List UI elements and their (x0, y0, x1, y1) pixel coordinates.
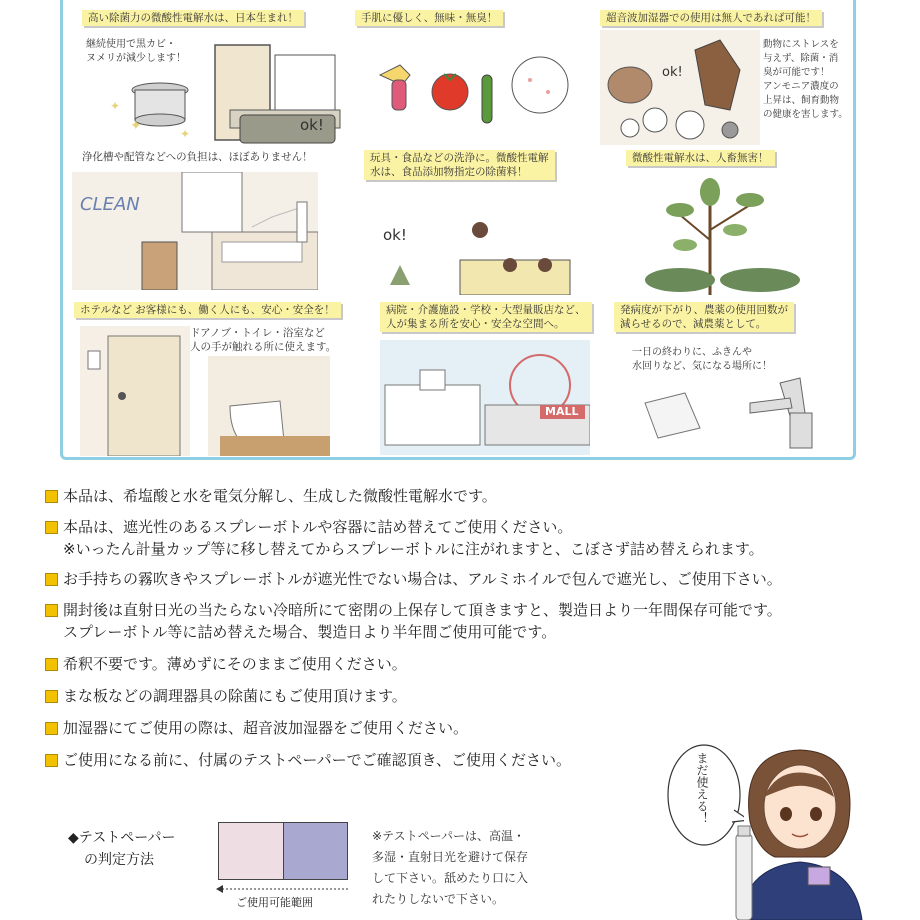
panel-7-note: ドアノブ・トイレ・浴室など 人の手が触れる所に使えます。 (190, 327, 337, 353)
hospital-school-illustration (380, 205, 580, 295)
panel-5-caption: 玩具・食品などの洗浄に。微酸性電解 水は、食品添加物指定の除菌料！ (364, 150, 555, 180)
bullet-icon (45, 754, 58, 767)
note-5: 希釈不要です。薄めずにそのままご使用ください。 (63, 655, 407, 673)
bullet-icon (45, 490, 58, 503)
bullet-icon (45, 690, 58, 703)
panel-3-ok: ok! (662, 65, 683, 80)
farm-animals-illustration (600, 30, 760, 145)
panel-1-ok: ok! (300, 116, 324, 134)
test-paper-heading-2: の判定方法 (84, 852, 154, 868)
note-7: 加湿器にてご使用の際は、超音波加湿器をご使用ください。 (63, 719, 469, 737)
panel-2-caption: 手肌に優しく、無味・無臭！ (355, 10, 503, 26)
panel-8-caption: 病院・介護施設・学校・大型量販店など、 人が集まる所を安心・安全な空間へ。 (380, 302, 592, 332)
mall-sign: MALL (545, 405, 579, 418)
note-4-continued: スプレーボトル等に詰め替えた場合、製造日より半年間ご使用可能です。 (63, 623, 557, 641)
bullet-icon (45, 521, 58, 534)
panel-3-caption: 超音波加湿器での使用は無人であれば可能！ (600, 10, 822, 26)
panel-9-caption: 発病度が下がり、農薬の使用回数が 減らせるので、減農薬として。 (614, 302, 794, 332)
note-2: 本品は、遮光性のあるスプレーボトルや容器に詰め替えてご使用ください。 (63, 518, 573, 536)
panel-1-note: 継続使用で黒カビ・ ヌメリが減少します！ (86, 39, 186, 64)
panel-5-ok: ok! (383, 226, 407, 244)
test-paper-heading: ◆テストペーパー (68, 830, 176, 846)
test-paper-color-chart (218, 822, 348, 880)
note-4: 開封後は直射日光の当たらない冷暗所にて密閉の上保存して頂きますと、製造日より一年間保存可能です。 (63, 601, 782, 619)
plant-illustration (640, 170, 820, 295)
toys-food-illustration (370, 40, 590, 140)
range-label: ご使用可能範囲 (236, 896, 313, 909)
bullet-icon (45, 658, 58, 671)
woman-character-illustration (730, 742, 870, 920)
svg-text:✦: ✦ (110, 99, 121, 113)
panel-7-caption: ホテルなど お客様にも、働く人にも、安心・安全を！ (74, 302, 341, 318)
panel-3-note: 動物にストレスを 与えず、除菌・消 臭が可能です！ アンモニア濃度の 上昇は、飼育動物 の健康を害します。 (763, 39, 848, 120)
range-arrow-icon (216, 884, 352, 894)
bullet-icon (45, 722, 58, 735)
panel-1-caption: 高い除菌力の微酸性電解水は、日本生まれ！ (82, 10, 304, 26)
note-8: ご使用になる前に、付属のテストペーパーでご確認頂き、ご使用ください。 (63, 751, 572, 769)
panel-6-caption: 微酸性電解水は、人畜無害！ (626, 150, 775, 166)
clean-text: CLEAN (80, 194, 140, 215)
panel-4-caption: 浄化槽や配管などへの負担は、ほぼありません！ (82, 151, 313, 163)
cloth-faucet-illustration (630, 368, 830, 453)
svg-text:✦: ✦ (130, 118, 142, 134)
test-paper-caution: ※テストペーパーは、高温・ 多湿・直射日光を避けて保存 して下さい。舐めたり口に入 れたりしないで下さい。 (372, 829, 529, 906)
speech-bubble-text: まだ使える！ (695, 752, 709, 824)
hotel-room-spray-illustration (72, 172, 318, 290)
color-swatch-dark (284, 823, 348, 879)
note-6: まな板などの調理器具の除菌にもご使用頂けます。 (63, 687, 407, 705)
bullet-icon (45, 573, 58, 586)
svg-text:✦: ✦ (180, 127, 191, 141)
door-toilet-illustration (80, 326, 330, 456)
panel-9-note: 一日の終わりに、ふきんや 水回りなど、気になる場所に！ (632, 347, 772, 372)
city-buildings-illustration (380, 340, 590, 455)
note-3: お手持ちの霧吹きやスプレーボトルが遮光性でない場合は、アルミホイルで包んで遮光し、ご使用下さい。 (63, 570, 782, 588)
color-swatch-light (219, 823, 284, 879)
bullet-icon (45, 604, 58, 617)
note-1: 本品は、希塩酸と水を電気分解し、生成した微酸性電解水です。 (63, 487, 497, 505)
note-2-continued: ※いったん計量カップ等に移し替えてからスプレーボトルに注がれますと、こぼさず詰め替えられます。 (63, 540, 764, 558)
